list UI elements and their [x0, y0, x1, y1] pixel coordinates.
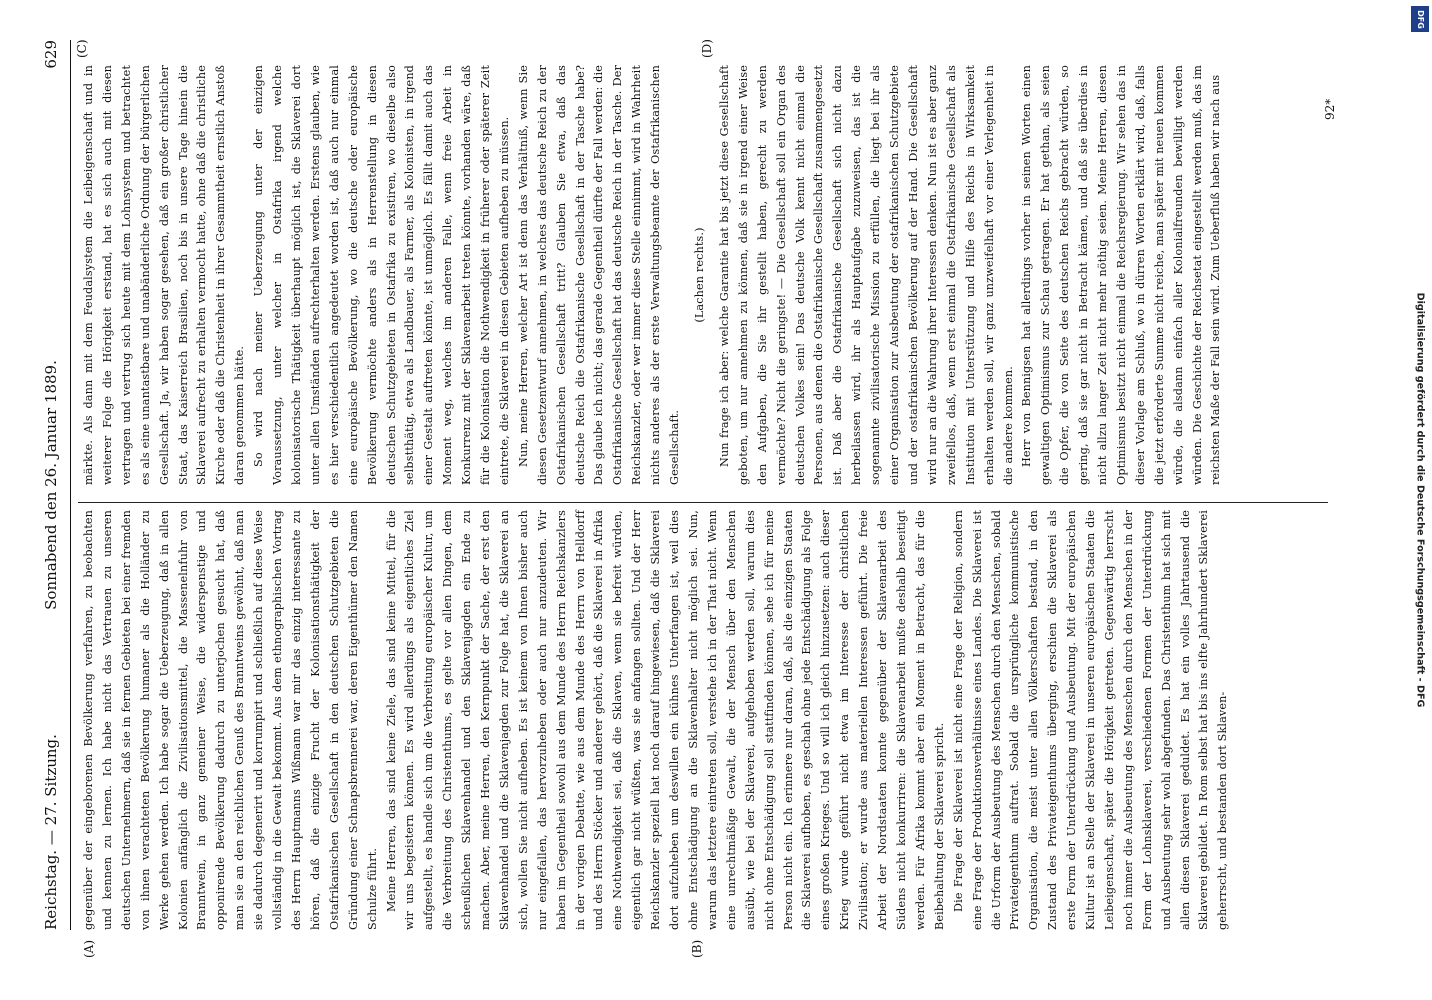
bottom-page-mark: 92* [1323, 98, 1337, 120]
header-rule [70, 40, 71, 930]
margin-marker-b: (B) [690, 939, 704, 958]
paragraph: Nun frage ich aber: welche Garantie hat bis jetzt diese Gesellschaft geboten, um nur annehmen zu können, daß sie in irgend einer Weise den Aufgaben, die Sie ihr gestellt haben, gerecht zu werden vermöchte? Nicht die geringste! — Die Gesellschaft soll ein Organ des deutschen Volkes sein! Das deutsche Volk kennt nicht einmal die Personen, aus denen die Ostafrikanische Gesellschaft zusammengesetzt ist. Daß aber die Ostafrikanische Gesellschaft sich nicht dazu herbeilassen wird, ihr als Hauptaufgabe zuzuweisen, das ist die sogenannte zivilisatorische Mission zu erfüllen, die liegt bei ihr als einer Organisation zur Ausbeutung der ostafrikanischen Schutzgebiete und der ostafrikanischen Bevölkerung auf der Hand. Die Gesellschaft wird nur an die Wahrung ihrer Interessen denken. Nun ist es aber ganz zweifellos, daß, wenn erst einmal die Ostafrikanische Gesellschaft als Institution mit Unterstützung und Hilfe des Reichs in Wirksamkeit erhalten werden soll, wir ganz unzweifelhaft vor einer Verlegenheit in die andere kommen. [717, 65, 1015, 485]
header-date: Sonnabend den 26. Januar 1889. [42, 360, 60, 610]
paragraph: märkte. Als dann mit dem Feudalsystem die Leibeigenschaft und in weiterer Folge die Hörigkeit erstand, hat es sich auch mit diesen vertragen und vertrug sich heute mit dem Lohnsystem und betrachtet es als eine unantastbare und unabänderliche Ordnung der bürgerlichen Gesellschaft. Ja, wir haben sogar gesehen, daß ein großer christlicher Staat, das Kaiserreich Brasilien, noch bis in unsere Tage hinein die Sklaverei aufrecht zu erhalten vermocht hatte, ohne daß die christliche Kirche oder daß die Christenheit in ihrer Gesammtheit ernstlich Anstoß daran genommen hätte. [82, 65, 247, 485]
digitization-stamp [1408, 0, 1432, 1000]
paragraph: Meine Herren, das sind keine Ziele, das sind keine Mittel, für die wir uns begeistern können. Es wird allerdings als eigentliches Ziel aufgestellt, es handle sich um die Verbreitung europäischer Kultur, um die Verbreitung des Christenthums, es gelte vor allen Dingen, dem scheußlichen Sklavenhandel und den Sklavenjagden ein Ende zu machen. Aber, meine Herren, den Kernpunkt der Sache, der erst den Sklavenhandel und die Sklavenjagden zur Folge hat, die Sklaverei an sich, wollen Sie nicht aufheben. Es ist keinem von Ihnen bisher auch nur eingefallen, das hervorzuheben oder auch nur anzudeuten. Wir haben im Gegentheil sowohl aus dem Munde des Herrn Reichskanzlers in der vorigen Debatte, wie aus dem Munde des Herrn von Helldorff und des Herrn Stöcker und anderer gehört, daß die Sklaverei in Afrika eine Nothwendigkeit sei, daß die Sklaven, wenn sie befreit würden, eigentlich gar nicht wüßten, was sie anfangen sollten. Und der Herr Reichskanzler speziell hat noch darauf hingewiesen, daß die Sklaverei dort aufzuheben um deswillen ein kühnes Unterfangen ist, weil dies ohne Entschädigung an die Sklavenhalter nicht möglich sei. Nun, warum das letztere eintreten soll, verstehe ich in der That nicht. Wenn eine unrechtmäßige Gewalt, die der Mensch über den Menschen ausübt, wie bei der Sklaverei, aufgehoben werden soll, warum dies nicht ohne Entschädigung soll stattfinden können, sehe ich für meine Person nicht ein. Ich erinnere nur daran, daß, als die einzigen Staaten die Sklaverei aufhoben, es geschah ohne jede Entschädigung als Folge eines großen Krieges. Und so will ich gleich hinzusetzen: auch dieser Krieg wurde geführt nicht etwa im Interesse der christlichen Zivilisation; er wurde aus materiellen Interessen geführt. Die freie Arbeit der Nordstaaten konnte gegenüber der Sklavenarbeit des Südens nicht konkurriren: die Sklavenarbeit mußte deshalb beseitigt werden. Für Afrika kommt aber ein Moment in Betracht, das für die Beibehaltung der Sklaverei spricht. [384, 510, 946, 930]
margin-marker-a: (A) [82, 939, 96, 958]
page-header [38, 40, 68, 930]
paragraph: So wird nach meiner Ueberzeugung unter der einzigen Voraussetzung, unter welcher in Ostafrika irgend welche kolonisatorische Thätigkeit überhaupt möglich ist, die Sklaverei dort unter allen Umständen aufrechterhalten werden. Erstens glauben, wie es hier verschiedentlich angedeutet worden ist, daß auch nur einmal eine europäische Bevölkerung, wo die deutsche oder europäische Bevölkerung vermöchte anders als in Herrenstellung in diesen deutschen Schutzgebieten in Ostafrika zu existiren, wo dieselbe also selbstthätig, etwa als Landbauer, als Farmer, als Kolonisten, in irgend einer Gestalt auftreten könnte, ist unmöglich. Es fällt damit auch das Moment weg, welches im anderen Falle, wenn freie Arbeit in Konkurrenz mit der Sklavenarbeit treten könnte, vorhanden wäre, daß für die Kolonisation die Nothwendigkeit in früherer oder späterer Zeit eintrete, die Sklaverei in diesen Gebieten aufheben zu müssen. [252, 65, 511, 485]
page-number: 629 [42, 40, 60, 69]
header-session: Reichstag. — 27. Sitzung. [42, 734, 60, 930]
margin-marker-c: (C) [75, 39, 89, 58]
left-column [80, 510, 1233, 930]
dfg-logo-icon: DFG [1411, 6, 1429, 32]
column-divider [78, 502, 1328, 503]
paragraph: Die Frage der Sklaverei ist nicht eine Frage der Religion, sondern eine Frage der Produktionsverhältnisse eines Landes. Die Sklaverei ist die Urform der Ausbeutung des Menschen durch den Menschen, sobald Privateigenthum auftrat. Sobald die ursprüngliche kommunistische Organisation, die meist unter allen Völkerschaften bestand, in den Zustand des Privateigenthums überging, erschien die Sklaverei als erste Form der Unterdrückung und Ausbeutung. Mit der europäischen Kultur ist an Stelle der Sklaverei in unseren europäischen Staaten die Leibeigenschaft, später die Hörigkeit getreten. Gegenwärtig herrscht noch immer die Ausbeutung des Menschen durch den Menschen in der Form der Lohnsklaverei, verschiedenen Formen der Unterdrückung und Ausbeutung sehr wohl abgefunden. Das Christenthum hat sich mit allen diesen Sklaverei geduldet. Es hat ein volles Jahrtausend die Sklaverei gebildet. In Rom selbst hat bis ins elfte Jahrhundert Sklaverei geherrscht, und bestanden dort Sklaven- [951, 510, 1230, 930]
stage-direction: (Lachen rechts.) [693, 227, 706, 323]
paragraph: gegenüber der eingeborenen Bevölkerung verfahren, zu beobachten und kennen zu lernen. Ich habe nicht das Vertrauen zu unseren deutschen Unternehmern, daß sie in fernen Gebieten bei einer fremden von ihnen verachteten Bevölkerung humaner als die Holländer zu Werke gehen werden. Ich habe sogar die Ueberzeugung, daß in allen Kolonien anfänglich die Zivilisationsmittel, die Massenelnfuhr von Branntwein, in ganz gemeiner Weise, die widerspenstige und opponirende Bevölkerung dadurch zu unterjochen gesucht hat, daß man sie an den reichlichen Genuß des Branntweins gewöhnt, daß man sie dadurch degenerirt und korrumpirt und schließlich auf diese Weise vollständig in die Gewalt bekommt. Aus dem ethnographischen Vortrag des Herrn Hauptmanns Wißmann war mir das einzig interessante zu hören, daß die einzige Frucht der Kolonisationsthätigkeit der Ostafrikanischen Gesellschaft in den deutschen Schutzgebieten die Gründung einer Schnapsbrennerei war, deren Eigenthümer den Namen Schulze führt. [82, 510, 379, 930]
margin-marker-d: (D) [700, 39, 714, 58]
paragraph: Nun, meine Herren, welcher Art ist denn das Verhältniß, wenn Sie diesen Gesetzentwurf annehmen, in welches das deutsche Reich zu der Ostafrikanischen Gesellschaft tritt? Glauben Sie etwa, daß das deutsche Reich die Ostafrikanische Gesellschaft in der Tasche habe? Das glaube ich nicht; das gerade Gegentheil dürfte der Fall werden: die Ostafrikanische Gesellschaft hat das deutsche Reich in der Tasche. Der Reichskanzler, oder wer immer diese Stelle einnimmt, wird in Wahrheit nichts anderes als der erste Verwaltungsbeamte der Ostafrikanischen Gesellschaft. [516, 65, 682, 485]
paragraph: Herr von Bennigsen hat allerdings vorher in seinen Worten einen gewaltigen Optimismus zur Schau getragen. Er hat gethan, als seien die Opfer, die von Seite des deutschen Reichs gebracht würden, so gering, daß sie gar nicht in Betracht kämen, und daß sie überdies in nicht allzu langer Zeit nicht mehr nöthig seien. Meine Herren, diesen Optimismus besitzt nicht einmal die Reichsregierung. Wir sehen das in dieser Vorlage am Schluß, wo in dürren Worten erklärt wird, daß, falls die jetzt erforderte Summe nicht reiche, man später mit neuen kommen würde, die alsdann einfach aller Kolonialfreunden bewilligt werden würden. Die Geschichte der Reichsetat eingestellt werden muß, das im reichsten Maße der Fall sein wird. Zum Ueberfluß haben wir nach aus [1020, 65, 1223, 485]
stamp-text: Digitalisierung gefördert durch die Deutsche Forschungsgemeinschaft - DFG [1414, 292, 1426, 708]
right-column [80, 65, 1226, 485]
